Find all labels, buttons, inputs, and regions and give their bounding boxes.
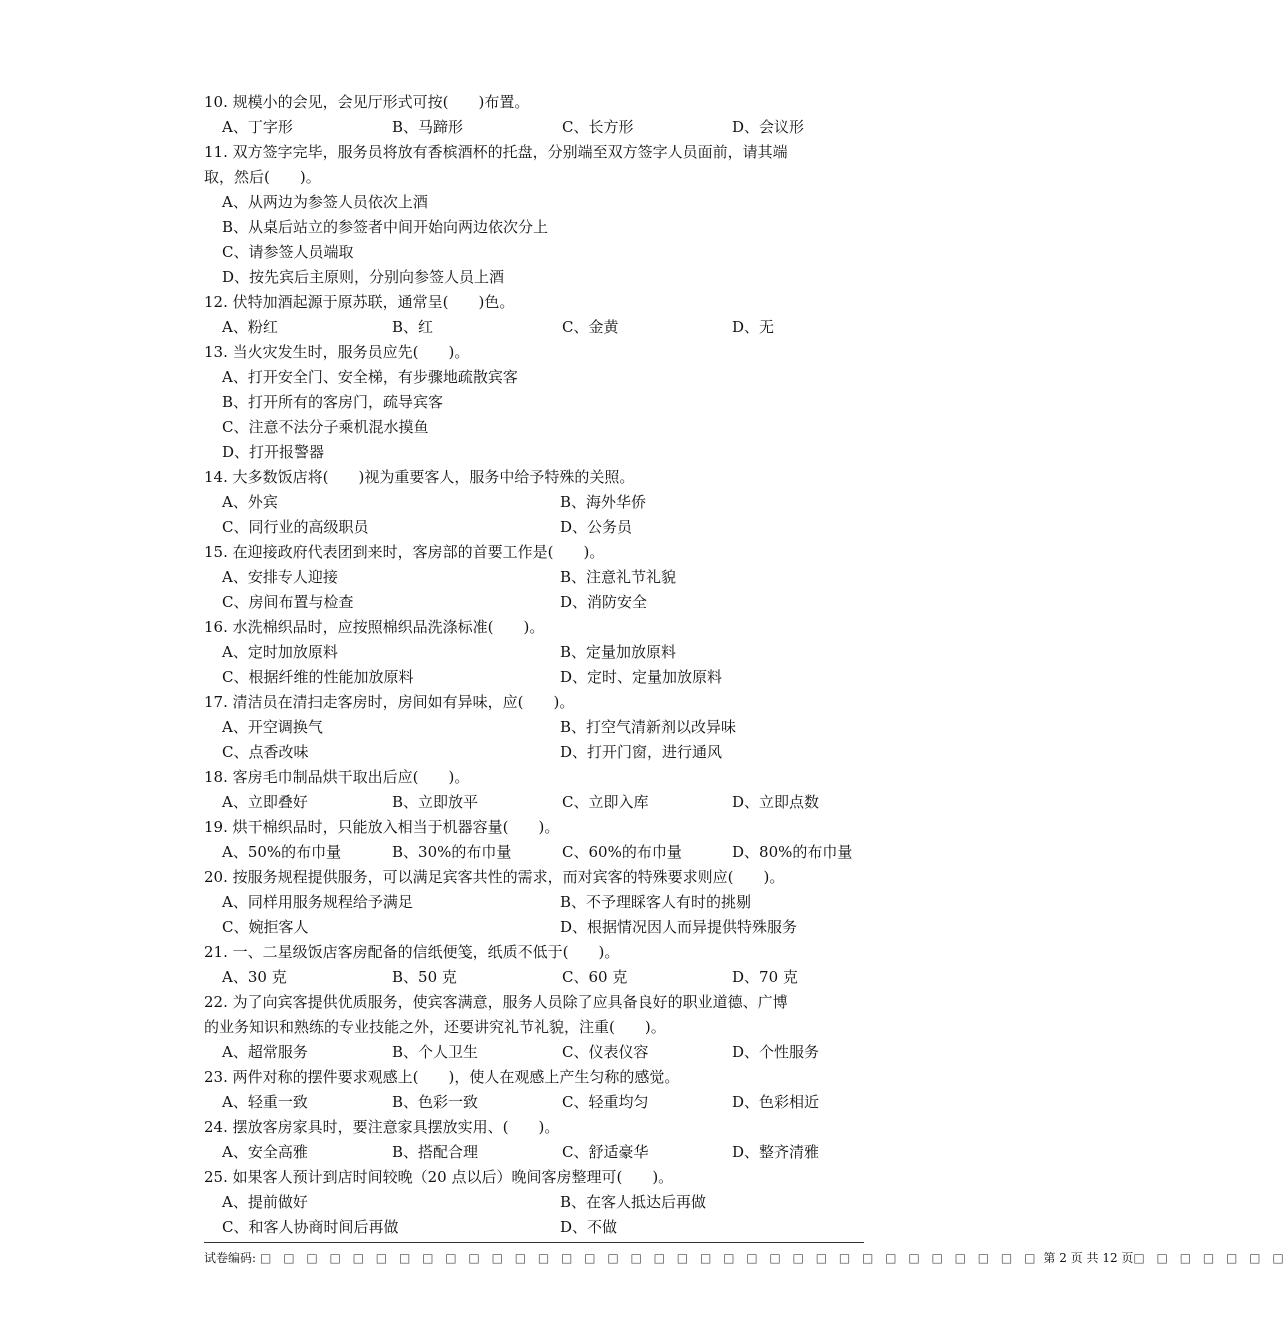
answer-option: A、丁字形 <box>222 118 293 136</box>
answer-option: B、注意礼节礼貌 <box>560 568 677 586</box>
answer-option: A、安全高雅 <box>222 1143 308 1161</box>
answer-option: B、不予理睬客人有时的挑剔 <box>560 893 752 911</box>
answer-options-row <box>204 640 864 665</box>
answer-options-row <box>204 115 864 140</box>
answer-option: C、点香改味 <box>222 743 309 761</box>
answer-option: A、超常服务 <box>222 1043 308 1061</box>
answer-option: A、粉红 <box>222 318 278 336</box>
answer-option: C、60 克 <box>562 968 628 986</box>
answer-option: D、整齐清雅 <box>732 1143 820 1161</box>
answer-option: B、立即放平 <box>392 793 479 811</box>
question-stem: 25. 如果客人预计到店时间较晚（20 点以后）晚间客房整理可( )。 <box>204 1168 674 1186</box>
answer-option: C、长方形 <box>562 118 634 136</box>
answer-option: C、同行业的高级职员 <box>222 518 369 536</box>
answer-option: B、50 克 <box>392 968 457 986</box>
question-stem: 16. 水洗棉织品时，应按照棉织品洗涤标准( )。 <box>204 618 545 636</box>
answer-option: A、立即叠好 <box>222 793 308 811</box>
answer-option: D、个性服务 <box>732 1043 820 1061</box>
answer-options-row <box>204 715 864 740</box>
question-stem: 21. 一、二星级饭店客房配备的信纸便笺，纸质不低于( )。 <box>204 943 620 961</box>
answer-option: C、金黄 <box>562 318 619 336</box>
answer-option: D、无 <box>732 318 775 336</box>
answer-options-row <box>204 840 864 865</box>
answer-option: C、注意不法分子乘机混水摸鱼 <box>222 418 429 436</box>
answer-option: A、打开安全门、安全梯，有步骤地疏散宾客 <box>222 368 518 386</box>
answer-option: D、公务员 <box>560 518 633 536</box>
answer-option: B、海外华侨 <box>560 493 647 511</box>
answer-option: C、立即入库 <box>562 793 649 811</box>
answer-option: D、立即点数 <box>732 793 820 811</box>
answer-options-row <box>204 490 864 515</box>
answer-option: B、马蹄形 <box>392 118 464 136</box>
answer-options-row <box>204 965 864 990</box>
answer-option: C、舒适豪华 <box>562 1143 649 1161</box>
question-stem: 11. 双方签字完毕，服务员将放有香槟酒杯的托盘，分别端至双方签字人员面前，请其端 <box>204 143 788 161</box>
answer-option: B、个人卫生 <box>392 1043 479 1061</box>
footer-divider <box>204 1242 864 1243</box>
answer-options-row <box>204 1215 864 1240</box>
exam-page <box>204 90 864 1240</box>
question-stem: 19. 烘干棉织品时，只能放入相当于机器容量( )。 <box>204 818 560 836</box>
question-stem: 22. 为了向宾客提供优质服务，使宾客满意，服务人员除了应具备良好的职业道德、广博 <box>204 993 788 1011</box>
question-stem: 13. 当火灾发生时，服务员应先( )。 <box>204 343 470 361</box>
answer-options-row <box>204 915 864 940</box>
answer-options-row <box>204 565 864 590</box>
exam-code-label: 试卷编码: <box>204 1251 257 1265</box>
answer-option: C、和客人协商时间后再做 <box>222 1218 399 1236</box>
answer-option: D、80%的布巾量 <box>732 843 853 861</box>
answer-option: A、定时加放原料 <box>222 643 338 661</box>
answer-option: B、定量加放原料 <box>560 643 677 661</box>
question-stem: 14. 大多数饭店将( )视为重要客人，服务中给予特殊的关照。 <box>204 468 635 486</box>
page-number: 第 2 页 共 12 页 <box>1043 1251 1134 1265</box>
answer-option: A、开空调换气 <box>222 718 323 736</box>
answer-options-row <box>204 1090 864 1115</box>
question-stem: 20. 按服务规程提供服务，可以满足宾客共性的需求，而对宾客的特殊要求则应( )。 <box>204 868 785 886</box>
answer-option: C、根据纤维的性能加放原料 <box>222 668 414 686</box>
answer-option: D、不做 <box>560 1218 618 1236</box>
answer-options-row <box>204 740 864 765</box>
answer-option: B、在客人抵达后再做 <box>560 1193 707 1211</box>
answer-option: D、会议形 <box>732 118 805 136</box>
answer-option: A、提前做好 <box>222 1193 308 1211</box>
answer-option: B、搭配合理 <box>392 1143 479 1161</box>
answer-option: B、从桌后站立的参签者中间开始向两边依次分上 <box>222 218 549 236</box>
question-stem: 12. 伏特加酒起源于原苏联，通常呈( )色。 <box>204 293 515 311</box>
answer-option: B、打开所有的客房门，疏导宾客 <box>222 393 444 411</box>
question-stem: 24. 摆放客房家具时，要注意家具摆放实用、( )。 <box>204 1118 560 1136</box>
answer-option: D、70 克 <box>732 968 798 986</box>
answer-option: B、色彩一致 <box>392 1093 479 1111</box>
answer-option: A、从两边为参签人员依次上酒 <box>222 193 428 211</box>
answer-option: C、60%的布巾量 <box>562 843 682 861</box>
answer-options-row <box>204 590 864 615</box>
answer-options-row <box>204 1190 864 1215</box>
question-stem-continued: 取，然后( )。 <box>204 168 321 186</box>
answer-option: C、轻重均匀 <box>562 1093 649 1111</box>
answer-options-row <box>204 1140 864 1165</box>
answer-option: C、房间布置与检查 <box>222 593 354 611</box>
answer-option: A、同样用服务规程给予满足 <box>222 893 413 911</box>
answer-options-row <box>204 315 864 340</box>
answer-option: C、请参签人员端取 <box>222 243 354 261</box>
answer-option: B、打空气清新剂以改异味 <box>560 718 737 736</box>
answer-option: D、打开门窗，进行通风 <box>560 743 723 761</box>
answer-options-row <box>204 1040 864 1065</box>
answer-options-row <box>204 890 864 915</box>
answer-option: D、打开报警器 <box>222 443 325 461</box>
answer-option: A、50%的布巾量 <box>222 843 342 861</box>
question-stem: 17. 清洁员在清扫走客房时，房间如有异味，应( )。 <box>204 693 575 711</box>
answer-option: D、根据情况因人而异提供特殊服务 <box>560 918 798 936</box>
answer-option: B、30%的布巾量 <box>392 843 512 861</box>
page-footer <box>204 1250 1288 1266</box>
answer-option: A、外宾 <box>222 493 278 511</box>
answer-option: A、30 克 <box>222 968 287 986</box>
answer-option: A、轻重一致 <box>222 1093 308 1111</box>
answer-options-row <box>204 790 864 815</box>
answer-option: C、婉拒客人 <box>222 918 309 936</box>
question-stem: 23. 两件对称的摆件要求观感上( )，使人在观感上产生匀称的感觉。 <box>204 1068 680 1086</box>
answer-options-row <box>204 665 864 690</box>
answer-option: D、按先宾后主原则，分别向参签人员上酒 <box>222 268 505 286</box>
answer-option: D、色彩相近 <box>732 1093 820 1111</box>
question-stem: 10. 规模小的会见，会见厅形式可按( )布置。 <box>204 93 530 111</box>
answer-option: D、定时、定量加放原料 <box>560 668 723 686</box>
question-stem-continued: 的业务知识和熟练的专业技能之外，还要讲究礼节礼貌，注重( )。 <box>204 1018 666 1036</box>
answer-option: D、消防安全 <box>560 593 648 611</box>
question-stem: 15. 在迎接政府代表团到来时，客房部的首要工作是( )。 <box>204 543 605 561</box>
footer-boxes-tail: □ □ □ □ □ □ □ <box>1133 1251 1288 1265</box>
question-stem: 18. 客房毛巾制品烘干取出后应( )。 <box>204 768 470 786</box>
answer-option: A、安排专人迎接 <box>222 568 338 586</box>
answer-option: C、仪表仪容 <box>562 1043 649 1061</box>
answer-option: B、红 <box>392 318 434 336</box>
exam-code-boxes: □ □ □ □ □ □ □ □ □ □ □ □ □ □ □ □ □ □ □ □ □ □ □ □ □ □ □ □ □ □ □ □ □ □ <box>260 1251 1040 1265</box>
answer-options-row <box>204 515 864 540</box>
